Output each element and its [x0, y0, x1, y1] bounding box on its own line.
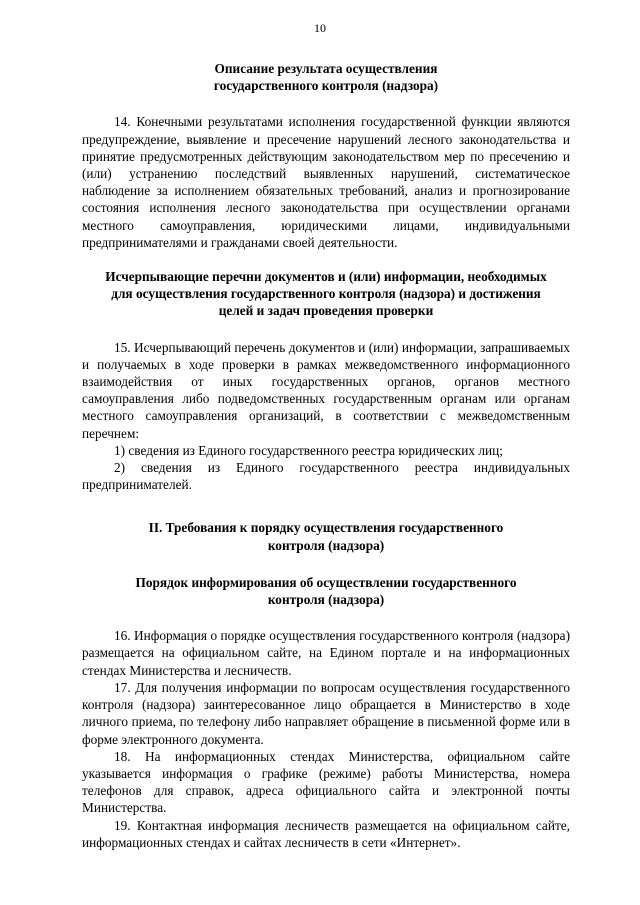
section-2-heading [82, 519, 570, 553]
paragraph-15-item-1: 1) сведения из Единого государственного реестра юридических лиц; [114, 442, 503, 458]
section-2-heading-line2: контроля (надзора) [267, 537, 385, 553]
paragraph-18: 18. На информационных стендах Министерства, официальном сайте указывается информация о графике (режиме) работы Министерства, номера телефонов для справок, адреса официального сайта и электронной почты Министерства. [82, 748, 570, 816]
paragraph-15-item-2: 2) сведения из Единого государственного реестра индивидуальных предпринимателей. [82, 460, 570, 493]
result-heading [82, 60, 570, 94]
page-number: 10 [314, 21, 326, 35]
document-body [82, 60, 570, 851]
documents-heading [82, 268, 570, 320]
informing-heading-line1: Порядок информирования об осуществлении государственного [135, 574, 517, 590]
paragraph-17: 17. Для получения информации по вопросам осуществления государственного контроля (надзора) заинтересованное лицо обращается в Министерство в ходе личного приема, по телефону либо направляет обращение в письменной форме или в форме электронного документа. [82, 679, 570, 747]
informing-heading [82, 574, 570, 608]
documents-heading-line1: Исчерпывающие перечни документов и (или) информации, необходимых [105, 269, 547, 285]
section-2-heading-line1: II. Требования к порядку осуществления государственного [148, 520, 504, 536]
informing-heading-line2: контроля (надзора) [267, 592, 385, 608]
result-heading-line2: государственного контроля (надзора) [213, 78, 439, 94]
paragraph-19: 19. Контактная информация лесничеств размещается на официальном сайте, информационных стендах и сайтах лесничеств в сети «Интернет». [82, 817, 570, 850]
paragraph-16: 16. Информация о порядке осуществления государственного контроля (надзора) размещается на официальном сайте, на Едином портале и на информационных стендах Министерства и лесничеств. [82, 628, 570, 678]
documents-heading-line3: целей и задач проведения проверки [218, 303, 434, 319]
paragraph-14: 14. Конечными результатами исполнения государственной функции являются предупреждение, выявление и пресечение нарушений лесного законодательства и принятие предусмотренных действующим законодательством мер по пресечению и (или) устранению последствий выявленных нарушений, систематическое наблюдение за исполнением обязательных требований, анализ и прогнозирование состояния исполнения лесного законодательства при осуществлении органами местного самоуправления, юридическими лицами, индивидуальными предпринимателями и гражданами своей деятельности. [82, 114, 570, 250]
documents-heading-line2: для осуществления государственного контроля (надзора) и достижения [111, 286, 541, 302]
result-heading-line1: Описание результата осуществления [214, 61, 438, 76]
paragraph-15: 15. Исчерпывающий перечень документов и (или) информации, запрашиваемых и получаемых в ходе проверки в рамках межведомственного информационного взаимодействия от иных государственных органов, органов местного самоуправления либо подведомственных государственным органам или органам местного самоуправления организаций, в соответствии с межведомственным перечнем: [82, 339, 570, 441]
